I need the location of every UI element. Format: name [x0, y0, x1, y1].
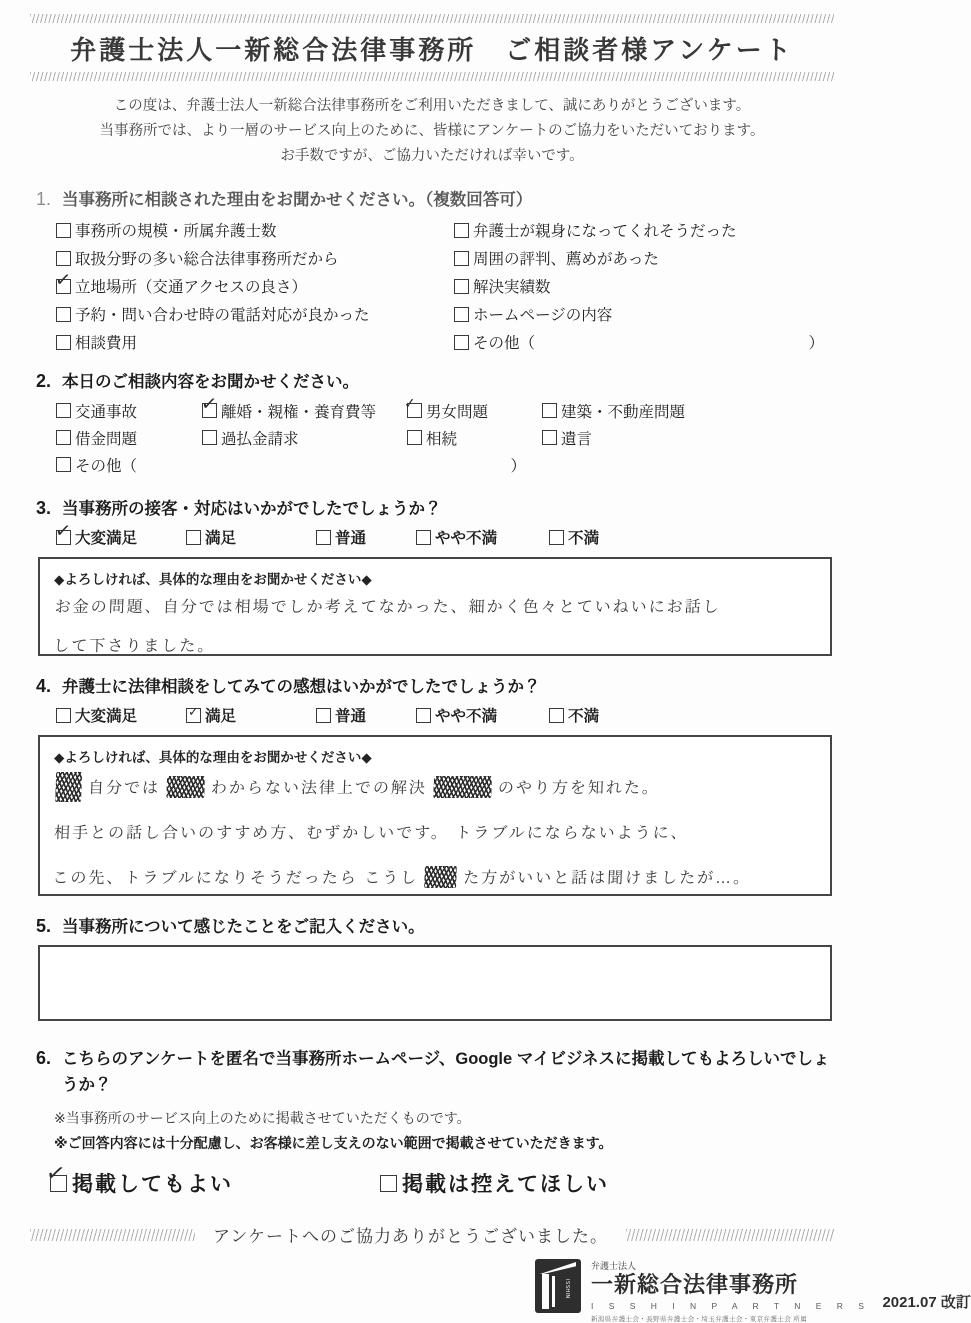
- checkbox[interactable]: [43, 1157, 70, 1192]
- option-label: 遺言: [561, 430, 593, 448]
- q3-option-dissatisfied: [549, 526, 599, 548]
- option-label: 大変満足: [75, 708, 138, 725]
- option-label: 満足: [205, 530, 237, 547]
- checkbox[interactable]: [56, 223, 71, 238]
- question-2: [30, 368, 834, 478]
- option-label: 交通事故: [75, 403, 138, 421]
- q4-option-neutral: [316, 704, 416, 726]
- checkbox[interactable]: [56, 307, 71, 322]
- option-label: 満足: [205, 708, 237, 725]
- checkbox[interactable]: [56, 430, 71, 445]
- q2-option-inheritance: [407, 427, 542, 449]
- q1-option-office-size: [56, 216, 454, 244]
- checkbox[interactable]: [454, 279, 469, 294]
- checkbox[interactable]: [53, 519, 72, 545]
- q2-option-traffic-accident: [56, 400, 202, 422]
- checkbox[interactable]: [454, 335, 469, 350]
- question-2-number: 2.: [36, 371, 52, 391]
- option-label: やや不満: [435, 708, 498, 725]
- question-1-heading: [30, 186, 834, 210]
- q2-option-will: [542, 427, 834, 449]
- q1-option-phone-response: [56, 300, 454, 328]
- intro-line-1: この度は、弁護士法人一新総合法律事務所をご利用いただきまして、誠にありがとうございます。: [113, 98, 751, 114]
- checkbox[interactable]: [380, 1175, 397, 1192]
- option-label: その他（: [473, 335, 536, 352]
- q2-option-other: [56, 454, 536, 476]
- logo-pillar-shape-2: [552, 1276, 555, 1307]
- q1-option-reputation: [454, 244, 834, 272]
- option-label: その他（: [75, 457, 138, 475]
- handwritten-line: [52, 856, 816, 901]
- option-label: 借金問題: [75, 430, 138, 448]
- checkmark-icon: ✓: [43, 1157, 70, 1188]
- question-1-number: 1.: [36, 189, 52, 209]
- checkbox[interactable]: [549, 708, 564, 723]
- q6-note-2: ※ご回答内容には十分配慮し、お客様に差し支えのない範囲で掲載させていただきます。: [54, 1135, 613, 1151]
- firm-logo-icon: [535, 1259, 581, 1313]
- option-label: 掲載は控えてほしい: [402, 1173, 609, 1196]
- q4-handwritten-comment: [52, 766, 819, 901]
- scribble-redaction: [55, 772, 82, 802]
- question-1-text: 当事務所に相談された理由をお聞かせください。（複数回答可）: [62, 191, 533, 209]
- other-close-paren: ）: [808, 335, 824, 352]
- question-5-text: 当事務所について感じたことをご記入ください。: [62, 918, 425, 936]
- handwritten-line: 相手との話し合いのすすめ方、むずかしいです。 トラブルにならないように、: [53, 825, 689, 842]
- hatch-band-footer-left: [30, 1229, 195, 1241]
- q3-option-satisfied: [186, 526, 316, 548]
- firm-logo-block: [535, 1259, 971, 1323]
- checkbox[interactable]: [56, 335, 71, 350]
- checkbox[interactable]: [316, 708, 331, 723]
- revision-date: 2021.07 改訂: [882, 1294, 971, 1311]
- option-label: やや不満: [435, 530, 498, 547]
- question-2-heading: [30, 368, 834, 392]
- option-label: 過払金請求: [221, 430, 299, 448]
- q2-row-1: [56, 393, 834, 424]
- question-5-number: 5.: [36, 916, 52, 936]
- q1-option-location: [53, 268, 454, 300]
- q1-option-many-fields: [56, 244, 454, 272]
- q1-option-friendly-lawyer: [454, 216, 834, 244]
- logo-mark-text: ISSHIN: [564, 1279, 570, 1299]
- option-label: 相談費用: [75, 335, 138, 352]
- question-5-heading: [30, 913, 834, 937]
- q1-option-fee: [56, 328, 454, 356]
- q4-option-somewhat-dissatisfied: [416, 704, 549, 726]
- checkbox[interactable]: [56, 403, 71, 418]
- option-label: 相続: [426, 430, 458, 448]
- q6-option-allow-publication: [43, 1157, 380, 1198]
- checkbox[interactable]: [56, 708, 71, 723]
- checkmark-icon: ✓: [403, 394, 417, 412]
- q4-option-dissatisfied: [549, 704, 599, 726]
- checkbox[interactable]: [56, 457, 71, 472]
- q2-option-debt: [56, 427, 202, 449]
- question-4: [30, 673, 834, 896]
- checkbox[interactable]: [454, 307, 469, 322]
- option-label: ホームページの内容: [473, 307, 613, 324]
- q2-option-construction: [542, 400, 834, 422]
- handwritten-line: [55, 766, 819, 811]
- checkbox[interactable]: [542, 430, 557, 445]
- checkbox[interactable]: [549, 530, 564, 545]
- checkbox[interactable]: [199, 393, 218, 418]
- checkmark-icon: ✓: [199, 393, 218, 416]
- question-3-text: 当事務所の接客・対応はいかがでしたでしょうか？: [62, 500, 442, 518]
- handwritten-text: のやり方を知れた。: [497, 780, 661, 797]
- q4-option-satisfied: [186, 704, 316, 726]
- handwritten-line: して下さりました。: [53, 638, 216, 655]
- q2-option-gender-issue: [403, 394, 542, 422]
- intro-paragraph: [30, 94, 834, 169]
- q4-option-very-satisfied: [56, 704, 186, 726]
- q1-option-website: [454, 300, 834, 328]
- q2-row-2: [56, 424, 834, 451]
- footer-thanks-row: [30, 1222, 834, 1247]
- intro-line-3: お手数ですが、ご協力いただければ幸いです。: [280, 148, 584, 164]
- question-5: [30, 913, 834, 1021]
- q6-options-row: [30, 1157, 834, 1198]
- firm-type-label: 弁護士法人: [591, 1261, 637, 1271]
- thanks-message: アンケートへのご協力ありがとうございました。: [213, 1227, 608, 1246]
- handwritten-text: わからない法律上での解決: [210, 780, 428, 797]
- q6-option-decline-publication: [380, 1168, 609, 1198]
- option-label: 弁護士が親身になってくれそうだった: [473, 223, 737, 240]
- option-label: 取扱分野の多い総合法律事務所だから: [75, 251, 339, 268]
- intro-line-2: 当事務所では、より一層のサービス向上のために、皆様にアンケートのご協力をいただいております。: [99, 123, 765, 139]
- question-6-text: こちらのアンケートを匿名で当事務所ホームページ、Google マイビジネスに掲載してもよろしいでしょうか？: [62, 1050, 830, 1094]
- checkbox[interactable]: [316, 530, 331, 545]
- scribble-redaction: [424, 866, 457, 888]
- logo-pillar-shape: [542, 1274, 549, 1309]
- checkbox[interactable]: [542, 403, 557, 418]
- option-label: 大変満足: [75, 530, 138, 547]
- option-label: 予約・問い合わせ時の電話対応が良かった: [75, 307, 370, 324]
- q3-option-somewhat-dissatisfied: [416, 526, 549, 548]
- question-3-number: 3.: [36, 498, 52, 518]
- hatch-band-top: [30, 14, 834, 23]
- question-1: [30, 186, 834, 356]
- question-3-heading: [30, 495, 834, 519]
- option-label: 事務所の規模・所属弁護士数: [75, 223, 277, 240]
- checkbox[interactable]: [53, 268, 72, 294]
- firm-logo-text: [591, 1259, 870, 1323]
- option-label: 不満: [568, 530, 600, 547]
- q5-answer-box[interactable]: [38, 945, 832, 1021]
- q4-satisfaction-row: [30, 704, 834, 726]
- q2-option-overpayment: [202, 427, 407, 449]
- option-label: 不満: [568, 708, 600, 725]
- checkmark-icon: ✓: [53, 268, 72, 292]
- q4-comment-prompt: ◆よろしければ、具体的な理由をお聞かせください◆: [54, 750, 372, 765]
- q6-notes: [30, 1106, 834, 1156]
- checkbox[interactable]: [186, 703, 201, 723]
- q2-option-divorce: [199, 393, 407, 422]
- question-4-number: 4.: [36, 676, 52, 696]
- option-label: 解決実績数: [473, 279, 551, 296]
- q1-right-column: [454, 216, 834, 356]
- q4-comment-box[interactable]: [38, 735, 832, 896]
- question-3: [30, 495, 834, 656]
- q3-satisfaction-row: [30, 519, 834, 548]
- checkmark-icon: ✓: [53, 519, 72, 543]
- q1-option-other: [454, 328, 834, 356]
- q6-note-1: ※当事務所のサービス向上のために掲載させていただくものです。: [54, 1110, 471, 1126]
- checkbox[interactable]: [416, 530, 431, 545]
- q3-option-very-satisfied: [53, 519, 186, 548]
- checkbox[interactable]: [56, 251, 71, 266]
- option-label: 男女問題: [426, 403, 489, 421]
- q1-left-column: [53, 216, 454, 356]
- firm-name-en: I S S H I N P A R T N E R S: [591, 1301, 871, 1311]
- checkbox[interactable]: [202, 430, 217, 445]
- bar-association-line: 新潟県弁護士会・長野県弁護士会・埼玉弁護士会・東京弁護士会 所属: [591, 1316, 808, 1323]
- checkbox[interactable]: [416, 708, 431, 723]
- checkbox[interactable]: [454, 251, 469, 266]
- scribble-redaction: [433, 776, 492, 798]
- hatch-band-under-title: [30, 72, 834, 81]
- page-title: 弁護士法人一新総合法律事務所 ご相談者様アンケート: [70, 35, 794, 65]
- checkbox[interactable]: [454, 223, 469, 238]
- q1-option-track-record: [454, 272, 834, 300]
- q3-handwritten-comment: [53, 588, 818, 666]
- option-label: 離婚・親権・養育費等: [221, 403, 377, 421]
- handwritten-line: お金の問題、自分では相場でしか考えてなかった、細かく色々とていねいにお話し: [54, 599, 721, 616]
- handwritten-text: 自分では: [87, 780, 161, 797]
- handwritten-text: た方がいいと話は聞けましたが…。: [462, 870, 752, 887]
- option-label: 掲載してもよい: [72, 1173, 233, 1196]
- checkbox[interactable]: [403, 394, 422, 418]
- q3-comment-prompt: ◆よろしければ、具体的な理由をお聞かせください◆: [54, 572, 372, 587]
- option-label: 普通: [335, 530, 367, 547]
- checkbox[interactable]: [407, 430, 422, 445]
- option-label: 立地場所（交通アクセスの良さ）: [75, 279, 308, 296]
- q3-comment-box[interactable]: [38, 557, 832, 656]
- q3-option-neutral: [316, 526, 416, 548]
- hatch-band-footer-right: [626, 1229, 834, 1241]
- question-6: [30, 1045, 834, 1198]
- option-label: 周囲の評判、薦めがあった: [473, 251, 659, 268]
- firm-name: 一新総合法律事務所: [591, 1272, 799, 1297]
- handwritten-text: この先、トラブルになりそうだったら こうし: [52, 870, 419, 887]
- question-6-number: 6.: [36, 1048, 52, 1068]
- question-2-text: 本日のご相談内容をお聞かせください。: [62, 373, 359, 391]
- q2-row-3: [56, 451, 834, 478]
- checkmark-icon: ✓: [188, 703, 199, 719]
- question-4-text: 弁護士に法律相談をしてみての感想はいかがでしたでしょうか？: [62, 678, 541, 696]
- option-label: 建築・不動産問題: [561, 403, 686, 421]
- other-close-paren: ）: [510, 457, 526, 475]
- question-4-heading: [30, 673, 834, 697]
- question-6-heading: [30, 1045, 834, 1098]
- checkbox[interactable]: [186, 530, 201, 545]
- scribble-redaction: [166, 776, 205, 798]
- logo-roof-shape: [540, 1262, 576, 1274]
- option-label: 普通: [335, 708, 367, 725]
